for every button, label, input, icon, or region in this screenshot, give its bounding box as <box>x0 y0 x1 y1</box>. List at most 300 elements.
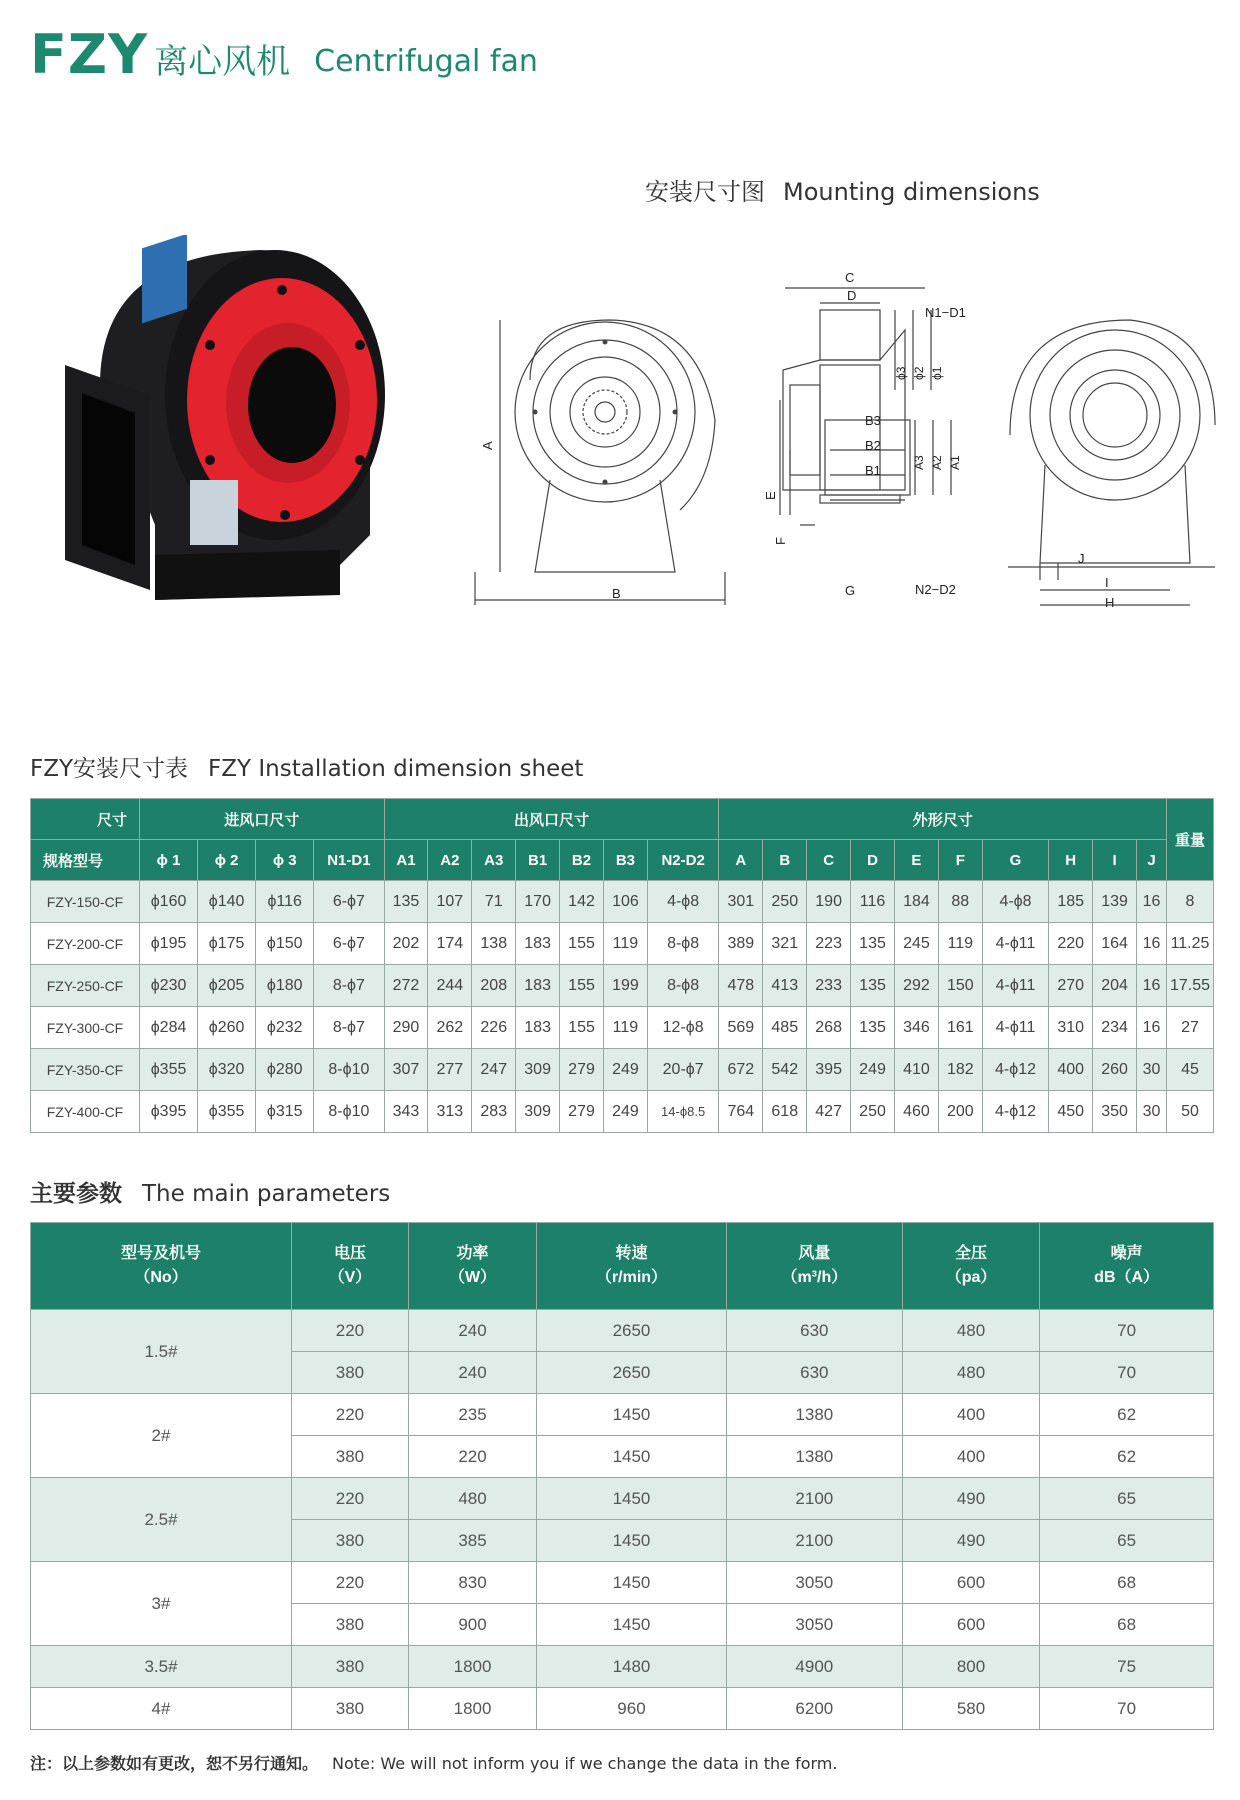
param-header-label: 转速 <box>615 1245 648 1262</box>
column-header: C <box>807 840 851 881</box>
table-cell: 301 <box>719 881 763 923</box>
table-cell: 62 <box>1040 1436 1214 1478</box>
table-cell: 389 <box>719 923 763 965</box>
table-cell: 630 <box>726 1310 902 1352</box>
table-cell: ϕ160 <box>140 881 198 923</box>
table-cell: 309 <box>516 1091 560 1133</box>
table-cell: 27 <box>1167 1007 1214 1049</box>
column-header: ϕ 3 <box>256 840 314 881</box>
table-cell: 30 <box>1137 1091 1167 1133</box>
main-params-title <box>30 1175 390 1208</box>
table-cell: 1450 <box>537 1520 727 1562</box>
table-cell: 4900 <box>726 1646 902 1688</box>
table-cell: 490 <box>902 1478 1039 1520</box>
table-cell: 170 <box>516 881 560 923</box>
table-cell: 4-ϕ12 <box>982 1049 1049 1091</box>
table-cell: 184 <box>894 881 938 923</box>
table-row <box>31 1646 1214 1688</box>
table-cell: 4-ϕ11 <box>982 965 1049 1007</box>
table-cell: ϕ355 <box>140 1049 198 1091</box>
table-cell: 139 <box>1093 881 1137 923</box>
table-cell: 202 <box>384 923 428 965</box>
table-cell: 480 <box>408 1478 536 1520</box>
table-cell: 75 <box>1040 1646 1214 1688</box>
table-cell: 343 <box>384 1091 428 1133</box>
table-cell: 1450 <box>537 1436 727 1478</box>
table-cell: 11.25 <box>1167 923 1214 965</box>
table-row <box>31 1562 1214 1604</box>
table-cell: 50 <box>1167 1091 1214 1133</box>
table-cell: 200 <box>938 1091 982 1133</box>
table-cell: 8-ϕ7 <box>314 1007 384 1049</box>
side-view-drawing <box>755 270 985 605</box>
model-cell: FZY-200-CF <box>31 923 140 965</box>
table-cell: 380 <box>292 1436 409 1478</box>
table-cell: ϕ280 <box>256 1049 314 1091</box>
table-cell: 8 <box>1167 881 1214 923</box>
param-header-unit: （W） <box>448 1269 497 1286</box>
table-cell: 380 <box>292 1646 409 1688</box>
table-cell: 283 <box>472 1091 516 1133</box>
column-header: E <box>894 840 938 881</box>
table-cell: 400 <box>902 1394 1039 1436</box>
table-cell: 20-ϕ7 <box>647 1049 719 1091</box>
table-cell: ϕ180 <box>256 965 314 1007</box>
table-cell: 1380 <box>726 1436 902 1478</box>
table-cell: 16 <box>1137 923 1167 965</box>
table-cell: 400 <box>902 1436 1039 1478</box>
table-cell: 220 <box>292 1478 409 1520</box>
model-cell: 2# <box>31 1394 292 1478</box>
table-cell: 1450 <box>537 1478 727 1520</box>
table-row <box>31 1007 1214 1049</box>
param-column-header <box>1040 1223 1214 1310</box>
table-cell: ϕ205 <box>198 965 256 1007</box>
install-dimension-table <box>30 798 1214 1133</box>
table-cell: 480 <box>902 1352 1039 1394</box>
table-cell: 480 <box>902 1310 1039 1352</box>
dim-label-phi2: ϕ2 <box>912 366 926 380</box>
table-cell: 270 <box>1049 965 1093 1007</box>
table-cell: 116 <box>851 881 895 923</box>
model-cell: 3# <box>31 1562 292 1646</box>
table-cell: ϕ116 <box>256 881 314 923</box>
table-cell: 321 <box>763 923 807 965</box>
table-cell: 240 <box>408 1352 536 1394</box>
mounting-title-cn: 安装尺寸图 <box>645 178 765 206</box>
column-header: A1 <box>384 840 428 881</box>
table-cell: 542 <box>763 1049 807 1091</box>
table-cell: 1450 <box>537 1604 727 1646</box>
dim-label-C: C <box>845 270 855 285</box>
table-cell: 62 <box>1040 1394 1214 1436</box>
table-cell: 4-ϕ11 <box>982 923 1049 965</box>
table-cell: 106 <box>603 881 647 923</box>
table-cell: 138 <box>472 923 516 965</box>
column-header: G <box>982 840 1049 881</box>
table-cell: 410 <box>894 1049 938 1091</box>
table-cell: 4-ϕ8 <box>647 881 719 923</box>
table-cell: 960 <box>537 1688 727 1730</box>
table-cell: 478 <box>719 965 763 1007</box>
dim-label-phi3: ϕ3 <box>894 366 908 380</box>
table-cell: 385 <box>408 1520 536 1562</box>
dim-label-I: I <box>1105 575 1109 590</box>
model-cell: 4# <box>31 1688 292 1730</box>
brand-logo: FZY <box>30 23 149 86</box>
table-row <box>31 881 1214 923</box>
table-cell: 244 <box>428 965 472 1007</box>
column-header: B2 <box>560 840 604 881</box>
table-cell: 2650 <box>537 1310 727 1352</box>
table-cell: 569 <box>719 1007 763 1049</box>
dim-label-A1: A1 <box>948 455 962 470</box>
table-cell: 150 <box>938 965 982 1007</box>
param-column-header <box>408 1223 536 1310</box>
table-cell: 220 <box>292 1310 409 1352</box>
table-cell: 208 <box>472 965 516 1007</box>
table-cell: 6-ϕ7 <box>314 881 384 923</box>
table-cell: 142 <box>560 881 604 923</box>
table-cell: 485 <box>763 1007 807 1049</box>
column-header: A2 <box>428 840 472 881</box>
table-cell: ϕ230 <box>140 965 198 1007</box>
fan-photo <box>60 235 390 615</box>
param-header-unit: （No） <box>134 1269 188 1286</box>
column-header: B1 <box>516 840 560 881</box>
dim-label-N2D2: N2−D2 <box>915 582 956 597</box>
param-header-label: 全压 <box>955 1245 988 1262</box>
table-cell: ϕ232 <box>256 1007 314 1049</box>
table-cell: 17.55 <box>1167 965 1214 1007</box>
column-header: B3 <box>603 840 647 881</box>
param-column-header <box>537 1223 727 1310</box>
table-cell: 630 <box>726 1352 902 1394</box>
table-cell: 249 <box>603 1091 647 1133</box>
table-cell: 346 <box>894 1007 938 1049</box>
table-cell: 135 <box>851 965 895 1007</box>
footnote <box>30 1751 837 1774</box>
model-cell: FZY-400-CF <box>31 1091 140 1133</box>
table-cell: 4-ϕ11 <box>982 1007 1049 1049</box>
table-cell: ϕ355 <box>198 1091 256 1133</box>
table-cell: 395 <box>807 1049 851 1091</box>
dim-label-B3: B3 <box>865 413 881 428</box>
table-cell: 247 <box>472 1049 516 1091</box>
column-header: F <box>938 840 982 881</box>
table-row <box>31 1049 1214 1091</box>
table-row <box>31 923 1214 965</box>
table-cell: 427 <box>807 1091 851 1133</box>
param-column-header <box>726 1223 902 1310</box>
table-cell: ϕ175 <box>198 923 256 965</box>
table-cell: 262 <box>428 1007 472 1049</box>
table-cell: ϕ320 <box>198 1049 256 1091</box>
table-cell: 764 <box>719 1091 763 1133</box>
table-cell: 8-ϕ8 <box>647 965 719 1007</box>
table-row <box>31 1091 1214 1133</box>
column-header: H <box>1049 840 1093 881</box>
table-cell: 16 <box>1137 1007 1167 1049</box>
table-cell: 380 <box>292 1688 409 1730</box>
footnote-en: Note: We will not inform you if we change the data in the form. <box>332 1754 838 1773</box>
dim-label-J: J <box>1078 551 1085 566</box>
table-cell: 1800 <box>408 1688 536 1730</box>
table-row <box>31 1394 1214 1436</box>
table-cell: 183 <box>516 923 560 965</box>
param-header-label: 风量 <box>798 1245 831 1262</box>
table-cell: 249 <box>851 1049 895 1091</box>
param-header-label: 电压 <box>333 1245 366 1262</box>
table-cell: 900 <box>408 1604 536 1646</box>
table-cell: 8-ϕ7 <box>314 965 384 1007</box>
table-cell: 161 <box>938 1007 982 1049</box>
front-view-drawing <box>470 300 730 615</box>
mounting-title <box>645 172 1040 207</box>
table-cell: 155 <box>560 965 604 1007</box>
table-cell: 309 <box>516 1049 560 1091</box>
table-cell: 65 <box>1040 1478 1214 1520</box>
table-cell: 88 <box>938 881 982 923</box>
table-cell: ϕ395 <box>140 1091 198 1133</box>
group-header-outer: 外形尺寸 <box>719 799 1167 840</box>
dim-label-D: D <box>847 288 857 303</box>
group-header-outlet: 出风口尺寸 <box>384 799 719 840</box>
group-header-inlet: 进风口尺寸 <box>140 799 385 840</box>
table-cell: 16 <box>1137 965 1167 1007</box>
table-cell: 3050 <box>726 1562 902 1604</box>
table-cell: 135 <box>851 923 895 965</box>
table-cell: 2100 <box>726 1520 902 1562</box>
dim-label-E: E <box>763 491 778 500</box>
table-cell: 272 <box>384 965 428 1007</box>
dim-label-phi1: ϕ1 <box>930 366 944 380</box>
param-header-unit: dB（A） <box>1094 1269 1160 1286</box>
param-header-unit: （pa） <box>945 1269 997 1286</box>
table-cell: 1450 <box>537 1394 727 1436</box>
table-row <box>31 1688 1214 1730</box>
dim-label-B1: B1 <box>865 463 881 478</box>
column-header: N2-D2 <box>647 840 719 881</box>
table-cell: 119 <box>938 923 982 965</box>
footnote-cn: 注：以上参数如有更改，恕不另行通知。 <box>30 1754 319 1773</box>
table-cell: 240 <box>408 1310 536 1352</box>
table-cell: 107 <box>428 881 472 923</box>
table-cell: 220 <box>292 1562 409 1604</box>
table-cell: 155 <box>560 1007 604 1049</box>
table-cell: 119 <box>603 1007 647 1049</box>
table-cell: 2100 <box>726 1478 902 1520</box>
table-cell: 68 <box>1040 1562 1214 1604</box>
table-cell: 3050 <box>726 1604 902 1646</box>
param-column-header <box>31 1223 292 1310</box>
table-cell: 250 <box>763 881 807 923</box>
table-cell: 800 <box>902 1646 1039 1688</box>
table-cell: 245 <box>894 923 938 965</box>
table-cell: 164 <box>1093 923 1137 965</box>
table-cell: 1380 <box>726 1394 902 1436</box>
table-cell: 260 <box>1093 1049 1137 1091</box>
table-cell: 233 <box>807 965 851 1007</box>
table-row <box>31 1478 1214 1520</box>
table-cell: 45 <box>1167 1049 1214 1091</box>
table-cell: 70 <box>1040 1352 1214 1394</box>
table-cell: 4-ϕ8 <box>982 881 1049 923</box>
param-header-label: 功率 <box>456 1245 489 1262</box>
param-header-unit: （V） <box>328 1269 372 1286</box>
table-cell: 600 <box>902 1562 1039 1604</box>
param-header-unit: （r/min） <box>595 1269 668 1286</box>
table-cell: 400 <box>1049 1049 1093 1091</box>
table-cell: 30 <box>1137 1049 1167 1091</box>
column-header: A <box>719 840 763 881</box>
table-cell: 68 <box>1040 1604 1214 1646</box>
table-cell: 12-ϕ8 <box>647 1007 719 1049</box>
table-cell: 249 <box>603 1049 647 1091</box>
model-cell: 1.5# <box>31 1310 292 1394</box>
table-cell: 313 <box>428 1091 472 1133</box>
table-cell: 70 <box>1040 1688 1214 1730</box>
table-cell: 190 <box>807 881 851 923</box>
table-cell: 234 <box>1093 1007 1137 1049</box>
table-cell: 310 <box>1049 1007 1093 1049</box>
column-header: D <box>851 840 895 881</box>
param-header-label: 噪声 <box>1110 1245 1143 1262</box>
title-cn: 离心风机 <box>154 42 291 82</box>
table-cell: 460 <box>894 1091 938 1133</box>
table-cell: 155 <box>560 923 604 965</box>
param-header-label: 型号及机号 <box>120 1245 201 1262</box>
table-cell: 70 <box>1040 1310 1214 1352</box>
table-cell: ϕ140 <box>198 881 256 923</box>
table-cell: 279 <box>560 1091 604 1133</box>
table-cell: 135 <box>851 1007 895 1049</box>
main-params-title-en: The main parameters <box>142 1181 391 1207</box>
table-cell: 8-ϕ10 <box>314 1049 384 1091</box>
table-cell: 204 <box>1093 965 1137 1007</box>
table-cell: 14-ϕ8.5 <box>647 1091 719 1133</box>
table-cell: 183 <box>516 965 560 1007</box>
table-cell: 199 <box>603 965 647 1007</box>
table-cell: 290 <box>384 1007 428 1049</box>
table-cell: 413 <box>763 965 807 1007</box>
table-cell: 182 <box>938 1049 982 1091</box>
dim-label-H: H <box>1105 595 1115 610</box>
table-row <box>31 965 1214 1007</box>
table-cell: 277 <box>428 1049 472 1091</box>
table-cell: 450 <box>1049 1091 1093 1133</box>
column-header: A3 <box>472 840 516 881</box>
table-cell: 2650 <box>537 1352 727 1394</box>
dim-label-B: B <box>612 586 621 601</box>
dim-label-A2: A2 <box>930 455 944 470</box>
mounting-title-en: Mounting dimensions <box>783 178 1040 206</box>
title-en: Centrifugal fan <box>314 44 538 79</box>
table-cell: 292 <box>894 965 938 1007</box>
table-cell: 8-ϕ10 <box>314 1091 384 1133</box>
dim-label-A: A <box>480 441 495 450</box>
table-cell: 185 <box>1049 881 1093 923</box>
table-cell: 600 <box>902 1604 1039 1646</box>
table-cell: ϕ260 <box>198 1007 256 1049</box>
table-cell: 580 <box>902 1688 1039 1730</box>
param-header-unit: （m³/h） <box>781 1269 848 1286</box>
table-cell: 220 <box>408 1436 536 1478</box>
table-cell: 119 <box>603 923 647 965</box>
install-sheet-title-en: FZY Installation dimension sheet <box>208 756 584 782</box>
table-cell: 235 <box>408 1394 536 1436</box>
model-cell: 3.5# <box>31 1646 292 1688</box>
dim-label-N1D1: N1−D1 <box>925 305 966 320</box>
column-header: N1-D1 <box>314 840 384 881</box>
dim-label-B2: B2 <box>865 438 881 453</box>
main-params-title-cn: 主要参数 <box>30 1181 122 1207</box>
corner-header-top: 尺寸 <box>31 799 140 840</box>
table-cell: 490 <box>902 1520 1039 1562</box>
column-header: I <box>1093 840 1137 881</box>
table-cell: 350 <box>1093 1091 1137 1133</box>
table-cell: 135 <box>384 881 428 923</box>
table-cell: 8-ϕ8 <box>647 923 719 965</box>
dim-label-G: G <box>845 583 856 598</box>
table-row <box>31 1310 1214 1352</box>
table-cell: 65 <box>1040 1520 1214 1562</box>
table-cell: 6-ϕ7 <box>314 923 384 965</box>
dim-label-F: F <box>773 537 788 545</box>
table-cell: 380 <box>292 1520 409 1562</box>
table-cell: 16 <box>1137 881 1167 923</box>
table-cell: ϕ284 <box>140 1007 198 1049</box>
model-cell: FZY-300-CF <box>31 1007 140 1049</box>
table-cell: 380 <box>292 1604 409 1646</box>
table-cell: 223 <box>807 923 851 965</box>
table-cell: 830 <box>408 1562 536 1604</box>
table-cell: 1480 <box>537 1646 727 1688</box>
table-cell: 618 <box>763 1091 807 1133</box>
main-parameters-table <box>30 1222 1214 1730</box>
table-cell: 226 <box>472 1007 516 1049</box>
table-cell: ϕ150 <box>256 923 314 965</box>
table-cell: 174 <box>428 923 472 965</box>
column-header: ϕ 2 <box>198 840 256 881</box>
table-cell: 220 <box>292 1394 409 1436</box>
table-cell: 71 <box>472 881 516 923</box>
corner-header-bottom: 规格型号 <box>31 840 140 881</box>
column-header: ϕ 1 <box>140 840 198 881</box>
table-cell: 672 <box>719 1049 763 1091</box>
table-cell: 380 <box>292 1352 409 1394</box>
install-sheet-title-cn: FZY安装尺寸表 <box>30 756 189 782</box>
param-column-header <box>902 1223 1039 1310</box>
model-cell: FZY-350-CF <box>31 1049 140 1091</box>
table-cell: ϕ315 <box>256 1091 314 1133</box>
page-header <box>30 23 538 86</box>
weight-header: 重量 <box>1167 799 1214 881</box>
table-cell: 4-ϕ12 <box>982 1091 1049 1133</box>
table-cell: 250 <box>851 1091 895 1133</box>
column-header: J <box>1137 840 1167 881</box>
model-cell: 2.5# <box>31 1478 292 1562</box>
table-cell: ϕ195 <box>140 923 198 965</box>
table-cell: 279 <box>560 1049 604 1091</box>
param-column-header <box>292 1223 409 1310</box>
table-cell: 220 <box>1049 923 1093 965</box>
model-cell: FZY-250-CF <box>31 965 140 1007</box>
table-cell: 1800 <box>408 1646 536 1688</box>
column-header: B <box>763 840 807 881</box>
table-cell: 1450 <box>537 1562 727 1604</box>
install-sheet-title <box>30 750 583 783</box>
